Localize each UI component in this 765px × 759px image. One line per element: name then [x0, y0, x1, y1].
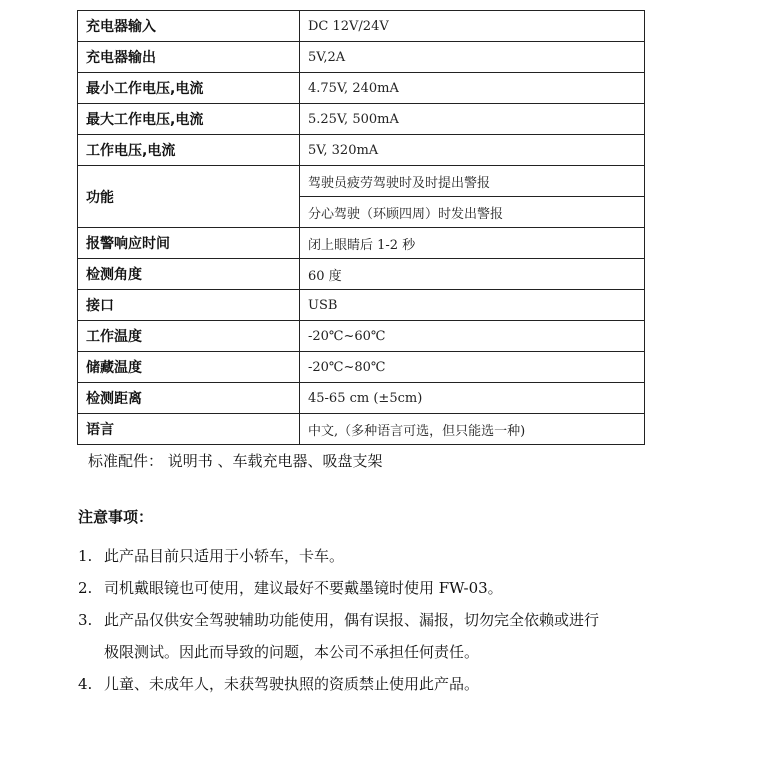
row-label: 工作电压,电流: [78, 135, 300, 166]
row-label: 功能: [78, 166, 300, 228]
table-row: [78, 321, 645, 352]
row-label: 储藏温度: [78, 352, 300, 383]
note-item: [78, 572, 678, 604]
row-label: 报警响应时间: [78, 228, 300, 259]
row-label: 检测距离: [78, 383, 300, 414]
row-value: 45-65 cm (±5cm): [300, 383, 645, 414]
spec-table: [77, 10, 645, 445]
note-text: 极限测试。因此而导致的问题，本公司不承担任何责任。: [104, 643, 480, 661]
table-row: [78, 104, 645, 135]
row-value: -20℃~80℃: [300, 352, 645, 383]
row-value: 中文,（多种语言可选，但只能选一种): [300, 414, 645, 445]
row-value: 5.25V, 500mA: [300, 104, 645, 135]
table-row: [78, 259, 645, 290]
row-value: 闭上眼睛后 1-2 秒: [300, 228, 645, 259]
note-item: [78, 540, 678, 572]
note-item: [78, 668, 678, 700]
note-number: 1.: [78, 547, 93, 565]
table-row: [78, 73, 645, 104]
row-label: 最大工作电压,电流: [78, 104, 300, 135]
table-row: [78, 166, 645, 197]
row-label: 语言: [78, 414, 300, 445]
note-number: 4.: [78, 675, 93, 693]
table-row: [78, 290, 645, 321]
notes-title: 注意事项：: [78, 508, 154, 526]
note-number: 3.: [78, 611, 93, 629]
notes-list: [78, 540, 678, 700]
note-text: 此产品仅供安全驾驶辅助功能使用，偶有误报、漏报，切勿完全依赖或进行: [104, 611, 600, 629]
table-row: [78, 135, 645, 166]
table-row: [78, 228, 645, 259]
row-value: 4.75V, 240mA: [300, 73, 645, 104]
note-item: [78, 604, 678, 668]
note-text: 司机戴眼镜也可使用，建议最好不要戴墨镜时使用 FW-03。: [104, 579, 503, 597]
table-row: [78, 11, 645, 42]
table-row: [78, 414, 645, 445]
row-value: -20℃~60℃: [300, 321, 645, 352]
table-row: [78, 383, 645, 414]
note-text: 此产品目前只适用于小轿车，卡车。: [104, 547, 345, 565]
table-row: [78, 352, 645, 383]
table-row: [78, 42, 645, 73]
row-label: 接口: [78, 290, 300, 321]
note-number: 2.: [78, 579, 93, 597]
standard-accessories: 标准配件： 说明书 、车载充电器、吸盘支架: [88, 452, 383, 470]
row-value: 60 度: [300, 259, 645, 290]
row-value: 分心驾驶（环顾四周）时发出警报: [300, 197, 645, 228]
row-value: USB: [300, 290, 645, 321]
row-label: 最小工作电压,电流: [78, 73, 300, 104]
row-value: DC 12V/24V: [300, 11, 645, 42]
row-label: 充电器输入: [78, 11, 300, 42]
row-value: 驾驶员疲劳驾驶时及时提出警报: [300, 166, 645, 197]
row-value: 5V, 320mA: [300, 135, 645, 166]
note-text: 儿童、未成年人，未获驾驶执照的资质禁止使用此产品。: [104, 675, 480, 693]
row-value: 5V,2A: [300, 42, 645, 73]
row-label: 充电器输出: [78, 42, 300, 73]
row-label: 检测角度: [78, 259, 300, 290]
row-label: 工作温度: [78, 321, 300, 352]
